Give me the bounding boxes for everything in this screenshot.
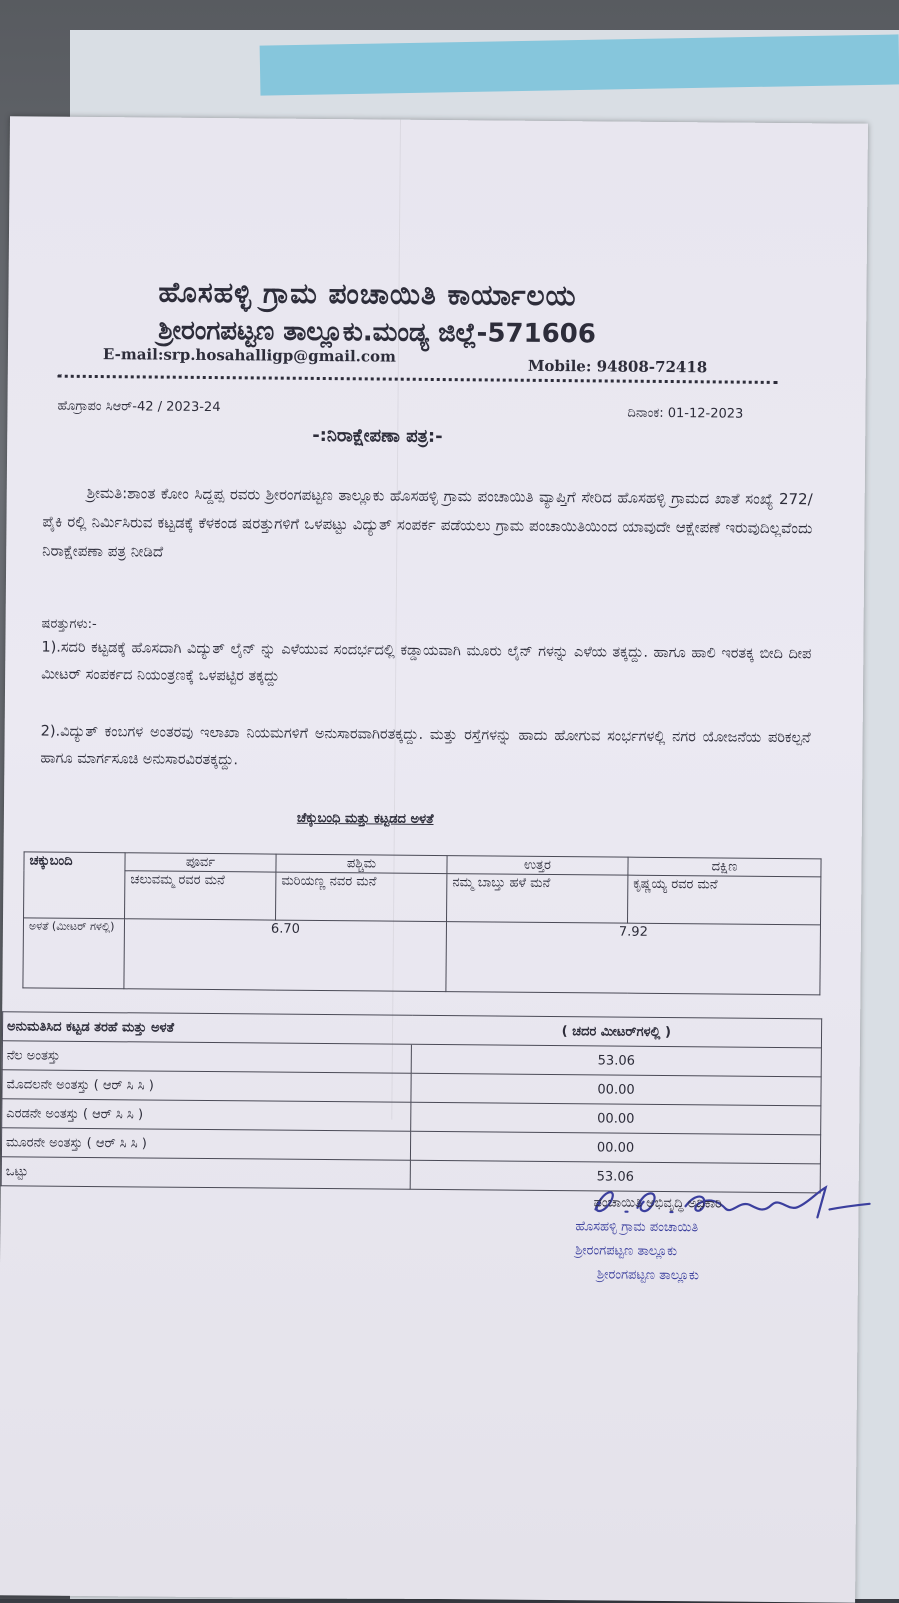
value-west: ಮರಿಯಣ್ಣ ನವರ ಮನೆ: [276, 872, 447, 921]
stamp-line-1: ಹೊಸಹಳ್ಳಿ ಗ್ರಾಮ ಪಂಚಾಯಿತಿ: [575, 1219, 699, 1236]
floor-label: ಎರಡನೇ ಅಂತಸ್ತು ( ಆರ್ ಸಿ ಸಿ ): [2, 1099, 411, 1132]
floor-area-table: [1, 1011, 822, 1193]
floors-unit-note: ( ಚದರ ಮೀಟರ್‌ಗಳಲ್ಲಿ ): [411, 1015, 821, 1048]
value-north: ನಮ್ಮ ಬಾಬ್ತು ಹಳೆ ಮನೆ: [447, 874, 628, 924]
table-row: [23, 918, 821, 995]
floor-label: ಒಟ್ಟು: [1, 1157, 410, 1190]
header-east: ಪೂರ್ವ: [125, 853, 276, 872]
stamp-line-2: ಶ್ರೀರಂಗಪಟ್ಟಣ ತಾಲ್ಲೂಕು: [575, 1243, 678, 1260]
office-name: ಹೊಸಹಳ್ಳಿ ಗ್ರಾಮ ಪಂಚಾಯಿತಿ ಕಾರ್ಯಾಲಯ: [158, 275, 577, 313]
floor-value: 00.00: [411, 1073, 821, 1106]
measure-east-west: 6.70: [124, 919, 447, 992]
noc-letter-page: [0, 116, 868, 1602]
header-west: ಪಶ್ಚಿಮ: [276, 854, 447, 873]
reference-number: ಹೊಗ್ರಾಪಂ ಸಿಆರ್-42 / 2023-24: [57, 398, 221, 416]
floors-heading: ಅನುಮತಿಸಿದ ಕಟ್ಟಡ ತರಹೆ ಮತ್ತು ಅಳತೆ: [2, 1012, 411, 1045]
dotted-divider: [58, 375, 778, 384]
header-north: ಉತ್ತರ: [447, 856, 628, 876]
header-south: ದಕ್ಷಿಣ: [628, 857, 821, 877]
letter-title: -:ನಿರಾಕ್ಷೇಪಣಾ ಪತ್ರ:-: [312, 424, 443, 448]
table-title: ಚೆಕ್ಕುಬಂಧಿ ಮತ್ತು ಕಟ್ಟಡದ ಅಳತೆ: [296, 810, 434, 827]
floor-value: 53.06: [410, 1160, 820, 1193]
signatory-designation: ಪಂಚಾಯಿತಿ ಅಭಿವೃದ್ಧಿ ಅಧಿಕಾರಿ: [593, 1195, 723, 1212]
value-east: ಚಲುವಮ್ಮ ರವರ ಮನೆ: [125, 871, 276, 920]
stamp-line-3: ಶ್ರೀರಂಗಪಟ್ಟಣ ತಾಲ್ಲೂಕು: [596, 1267, 699, 1284]
boundary-label: ಚಕ್ಕುಬಂದಿ: [24, 852, 126, 919]
letter-date: ದಿನಾಂಕ: 01-12-2023: [627, 405, 744, 422]
floor-label: ನೆಲ ಅಂತಸ್ತು: [2, 1041, 411, 1074]
value-south: ಕೃಷ್ಣಯ್ಯ ರವರ ಮನೆ: [627, 875, 820, 925]
office-mobile: Mobile: 94808-72418: [527, 356, 708, 377]
body-paragraph: ಶ್ರೀಮತಿ:ಶಾಂತ ಕೋಂ ಸಿದ್ದಪ್ಪ ರವರು ಶ್ರೀರಂಗಪಟ್ಟಣ ತಾಲ್ಲೂಕು ಹೊಸಹಳ್ಳಿ ಗ್ರಾಮ ಪಂಚಾಯಿತಿ ವ್ಯಾಪ್ತಿಗೆ ಸೇರಿದ ಹೊಸಹಳ್ಳಿ ಗ್ರಾಮದ ಖಾತೆ ಸಂಖ್ಯೆ 272/ಪೈಕಿ ರಲ್ಲಿ ನಿರ್ಮಿಸಿರುವ ಕಟ್ಟಡಕ್ಕೆ ಕೆಳಕಂಡ ಷರತ್ತುಗಳಿಗೆ ಒಳಪಟ್ಟು ವಿದ್ಯುತ್ ಸಂಪರ್ಕ ಪಡೆಯಲು ಗ್ರಾಮ ಪಂಚಾಯಿತಿಯಿಂದ ಯಾವುದೇ ಆಕ್ಷೇಪಣೆ ಇರುವುದಿಲ್ಲವೆಂದು ನಿರಾಕ್ಷೇಪಣಾ ಪತ್ರ ನೀಡಿದೆ: [42, 483, 813, 561]
floor-value: 00.00: [410, 1131, 820, 1164]
measure-label: ಅಳತೆ (ಮೀಟರ್ ಗಳಲ್ಲಿ): [23, 918, 125, 989]
floor-label: ಮೊದಲನೇ ಅಂತಸ್ತು ( ಆರ್ ಸಿ ಸಿ ): [2, 1070, 411, 1103]
boundary-table: [22, 851, 821, 995]
floor-label: ಮೂರನೇ ಅಂತಸ್ತು ( ಆರ್ ಸಿ ಸಿ ): [1, 1128, 410, 1161]
condition-1: 1).ಸದರಿ ಕಟ್ಟಡಕ್ಕೆ ಹೊಸದಾಗಿ ವಿದ್ಯುತ್ ಲೈನ್ ನ್ನು ಎಳೆಯುವ ಸಂದರ್ಭದಲ್ಲಿ ಕಡ್ಡಾಯವಾಗಿ ಮೂರು ಲೈನ್ ಗಳನ್ನು ಎಳೆಯ ತಕ್ಕದ್ದು. ಹಾಗೂ ಹಾಲಿ ಇರತಕ್ಕ ಬೀದಿ ದೀಪ ಮೀಟರ್ ಸಂಪರ್ಕದ ನಿಯಂತ್ರಣಕ್ಕೆ ಒಳಪಟ್ಟಿರ ತಕ್ಕದ್ದು: [41, 639, 812, 685]
table-row: [24, 870, 821, 925]
floor-value: 00.00: [411, 1102, 821, 1135]
office-address: ಶ್ರೀರಂಗಪಟ್ಟಣ ತಾಲ್ಲೂಕು.ಮಂಡ್ಯ ಜಿಲ್ಲೆ-571606: [158, 315, 597, 350]
floor-value: 53.06: [411, 1044, 821, 1077]
office-email: E-mail:srp.hosahalligp@gmail.com: [102, 345, 397, 366]
signature-block: [575, 1191, 722, 1288]
condition-2: 2).ವಿದ್ಯುತ್ ಕಂಬಗಳ ಅಂತರವು ಇಲಾಖಾ ನಿಯಮಗಳಿಗೆ ಅನುಸಾರವಾಗಿರತಕ್ಕದ್ದು. ಮತ್ತು ರಸ್ತೆಗಳನ್ನು ಹಾದು ಹೋಗುವ ಸಂರ್ಭಗಳಲ್ಲಿ ನಗರ ಯೋಜನೆಯ ಪರಿಕಲ್ಪನೆ ಹಾಗೂ ಮಾರ್ಗಸೂಚಿ ಅನುಸಾರವಿರತಕ್ಕದ್ದು.: [40, 723, 811, 769]
measure-north-south: 7.92: [446, 922, 821, 995]
conditions-heading: ಷರತ್ತುಗಳು:-: [41, 616, 97, 633]
